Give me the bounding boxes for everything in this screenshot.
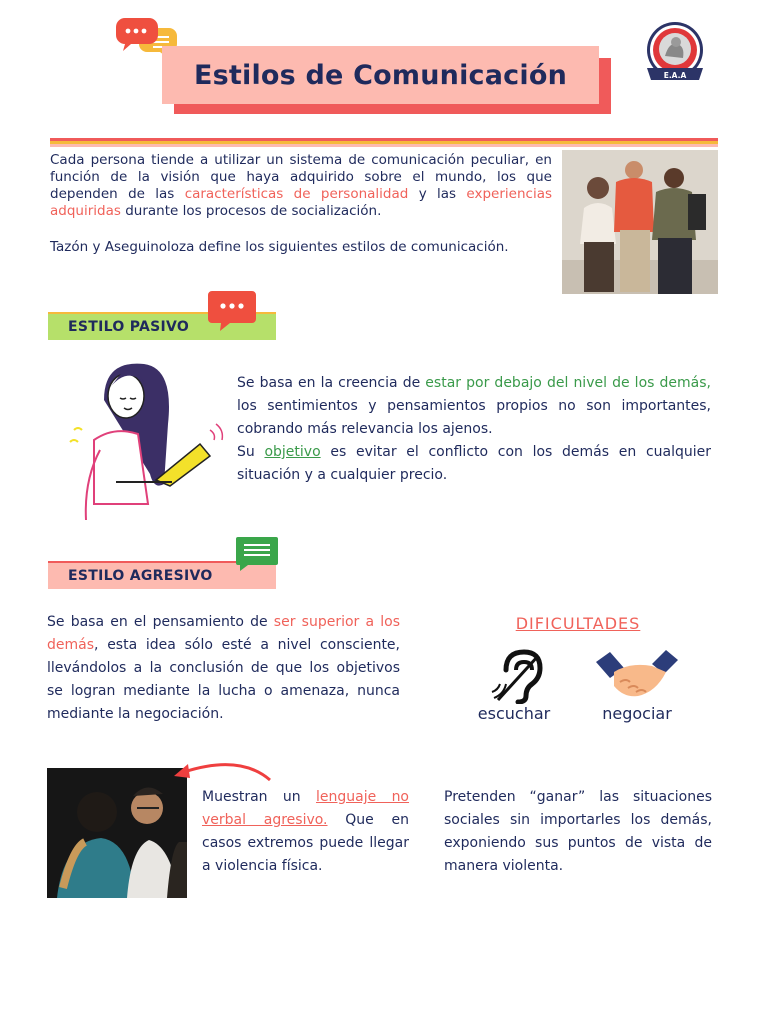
speech-bubble-icon: [207, 290, 257, 332]
pasivo-label: ESTILO PASIVO: [48, 314, 276, 340]
escuchar-label: escuchar: [477, 704, 551, 723]
group-conversation-photo: [562, 150, 718, 294]
page-title: Estilos de Comunicación: [193, 59, 568, 91]
intro-paragraph: Cada persona tiende a utilizar un sistema de comunicación peculiar, en función de la visión que haya adquirido sobre el mundo, los que dependen de las características de personalidad y las experiencias adquiridas durante los procesos de socialización.: [50, 152, 552, 219]
header-stripe-pink: [50, 144, 718, 147]
dificultades-heading: DIFICULTADES: [515, 614, 641, 633]
pasivo-description: Se basa en la creencia de estar por debajo del nivel de los demás, los sentimientos y pensamientos propios no son importantes, cobrando más relevancia los ajenos. Su objetivo es evitar el conflicto con los demás en cualquier situación y a cualquier precio.: [237, 375, 712, 483]
red-arrow-icon: [170, 756, 274, 786]
confrontation-photo: [47, 768, 187, 898]
message-bubble-icon: [235, 536, 279, 572]
woman-laptop-illustration: [64, 360, 232, 526]
school-logo: [643, 22, 707, 84]
intro-paragraph-2: Tazón y Aseguinoloza define los siguientes estilos de comunicación.: [50, 239, 509, 255]
title-banner: [162, 46, 599, 104]
logo-text: E.A.A: [663, 71, 687, 80]
ear-icon: [490, 646, 546, 704]
ganar-situaciones-text: Pretenden “ganar” las situaciones sociales sin importarles los demás, exponiendo sus puntos de vista de manera violenta.: [444, 789, 712, 874]
agresivo-description: Se basa en el pensamiento de ser superior a los demás, esta idea sólo esté a nivel consciente, llevándolos a la conclusión de que los objetivos se logran mediante la lucha o amenaza, nunca mediante la negociación.: [47, 614, 400, 722]
agresivo-label: ESTILO AGRESIVO: [48, 563, 276, 589]
negociar-label: negociar: [602, 704, 672, 723]
handshake-icon: [590, 646, 684, 702]
lenguaje-agresivo-text: Muestran un lenguaje no verbal agresivo. Que en casos extremos puede llegar a violencia física.: [202, 789, 410, 874]
